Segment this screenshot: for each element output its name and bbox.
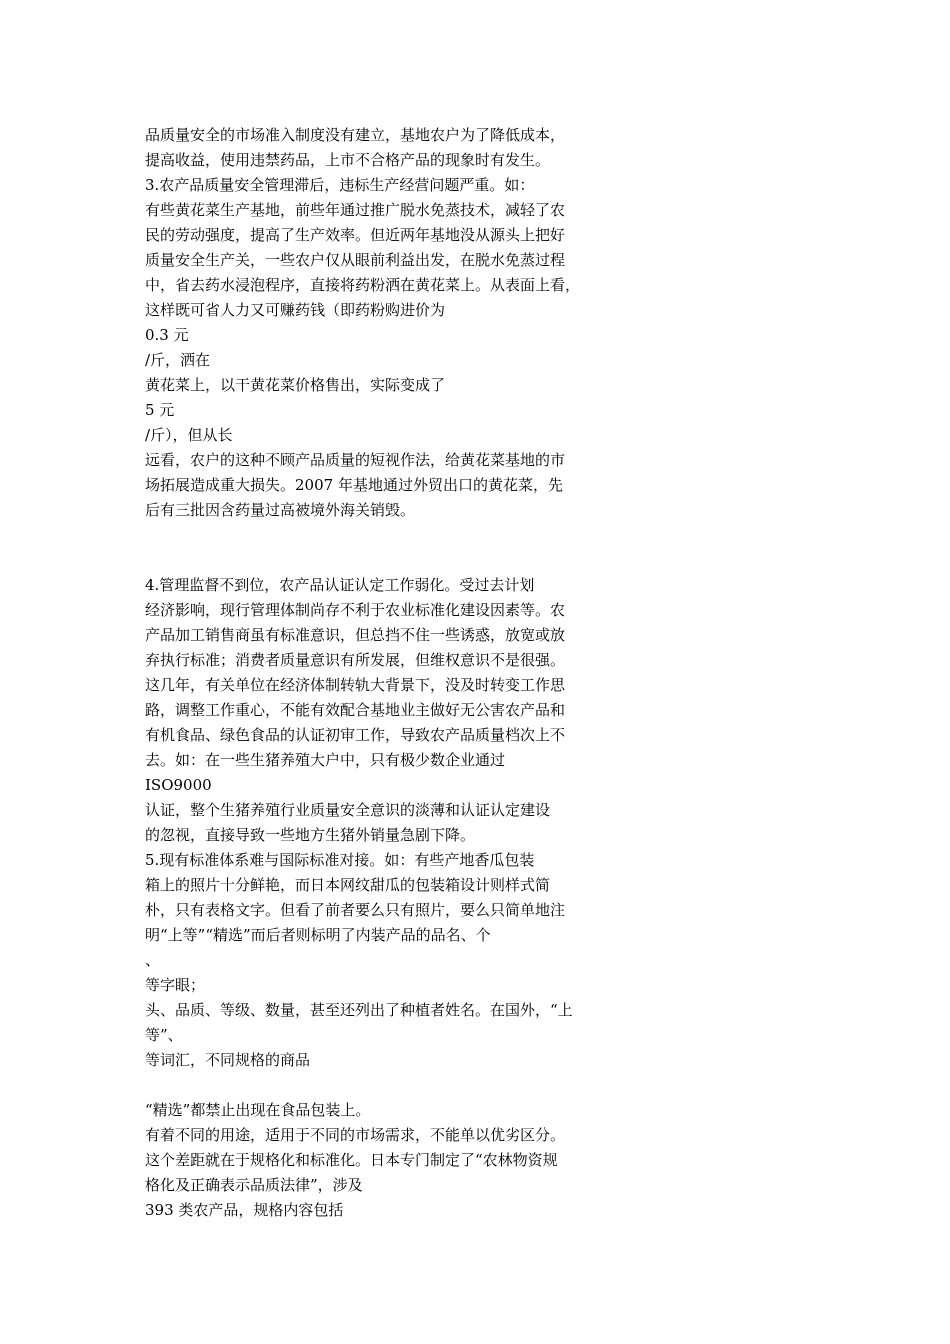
text-line: 认证，整个生猪养殖行业质量安全意识的淡薄和认证认定建设 <box>145 801 551 819</box>
document-body <box>145 123 645 1223</box>
text-line: 场拓展造成重大损失。2007 年基地通过外贸出口的黄花菜，先 <box>145 476 563 494</box>
text-line: 4.管理监督不到位，农产品认证认定工作弱化。受过去计划 <box>145 576 535 594</box>
text-line: ISO9000 <box>145 776 212 794</box>
text-line: 中，省去药水浸泡程序，直接将药粉洒在黄花菜上。从表面上看， <box>145 276 581 294</box>
text-line: 3.农产品质量安全管理滞后，违标生产经营问题严重。如： <box>145 176 535 194</box>
text-line: “精选”都禁止出现在食品包装上。 <box>145 1101 371 1119</box>
text-line: 弃执行标准；消费者质量意识有所发展，但维权意识不是很强。 <box>145 651 566 669</box>
text-line: 产品加工销售商虽有标准意识，但总挡不住一些诱惑，放宽或放 <box>145 626 566 644</box>
text-line: /斤，洒在 <box>145 351 211 369</box>
text-line: 民的劳动强度，提高了生产效率。但近两年基地没从源头上把好 <box>145 226 566 244</box>
text-line: 5.现有标准体系难与国际标准对接。如：有些产地香瓜包装 <box>145 851 535 869</box>
text-line: 有机食品、绿色食品的认证初审工作，导致农产品质量档次上不 <box>145 726 566 744</box>
text-line: 质量安全生产关，一些农户仅从眼前利益出发，在脱水免蒸过程 <box>145 251 566 269</box>
text-line: 5 元 <box>145 401 175 419</box>
text-line: 头、品质、等级、数量，甚至还列出了种植者姓名。在国外，“上 <box>145 1001 573 1019</box>
text-line: 、 <box>145 951 161 969</box>
text-line: 的忽视，直接导致一些地方生猪外销量急剧下降。 <box>145 826 476 844</box>
text-line: 路，调整工作重心，不能有效配合基地业主做好无公害农产品和 <box>145 701 566 719</box>
text-line: 0.3 元 <box>145 326 189 344</box>
text-line: 这几年，有关单位在经济体制转轨大背景下，没及时转变工作思 <box>145 676 566 694</box>
text-line: 朴，只有表格文字。但看了前者要么只有照片，要么只简单地注 <box>145 901 566 919</box>
text-line: 黄花菜上，以干黄花菜价格售出，实际变成了 <box>145 376 446 394</box>
text-line: 等词汇，不同规格的商品 <box>145 1051 311 1069</box>
text-line: 有着不同的用途，适用于不同的市场需求，不能单以优劣区分。 <box>145 1126 566 1144</box>
text-line: 去。如：在一些生猪养殖大户中，只有极少数企业通过 <box>145 751 506 769</box>
text-line: 经济影响，现行管理体制尚存不利于农业标准化建设因素等。农 <box>145 601 566 619</box>
text-line: 品质量安全的市场准入制度没有建立，基地农户为了降低成本， <box>145 126 566 144</box>
text-line: 有些黄花菜生产基地，前些年通过推广脱水免蒸技术，减轻了农 <box>145 201 566 219</box>
text-line: 格化及正确表示品质法律”，涉及 <box>145 1176 363 1194</box>
text-line: 后有三批因含药量过高被境外海关销毁。 <box>145 501 416 519</box>
text-line: 远看，农户的这种不顾产品质量的短视作法，给黄花菜基地的市 <box>145 451 566 469</box>
text-line: 这样既可省人力又可赚药钱（即药粉购进价为 <box>145 301 446 319</box>
text-line: /斤），但从长 <box>145 426 233 444</box>
text-line: 箱上的照片十分鲜艳，而日本网纹甜瓜的包装箱设计则样式简 <box>145 876 551 894</box>
paragraph-gap <box>145 1073 645 1098</box>
text-line: 393 类农产品，规格内容包括 <box>145 1201 344 1219</box>
text-line: 提高收益，使用违禁药品，上市不合格产品的现象时有发生。 <box>145 151 551 169</box>
paragraph-gap <box>145 523 645 573</box>
text-line: 等”、 <box>145 1026 183 1044</box>
text-line: 明“上等”“精选”而后者则标明了内装产品的品名、个 <box>145 926 491 944</box>
text-line: 这个差距就在于规格化和标准化。日本专门制定了“农林物资规 <box>145 1151 558 1169</box>
text-line: 等字眼； <box>145 976 206 994</box>
